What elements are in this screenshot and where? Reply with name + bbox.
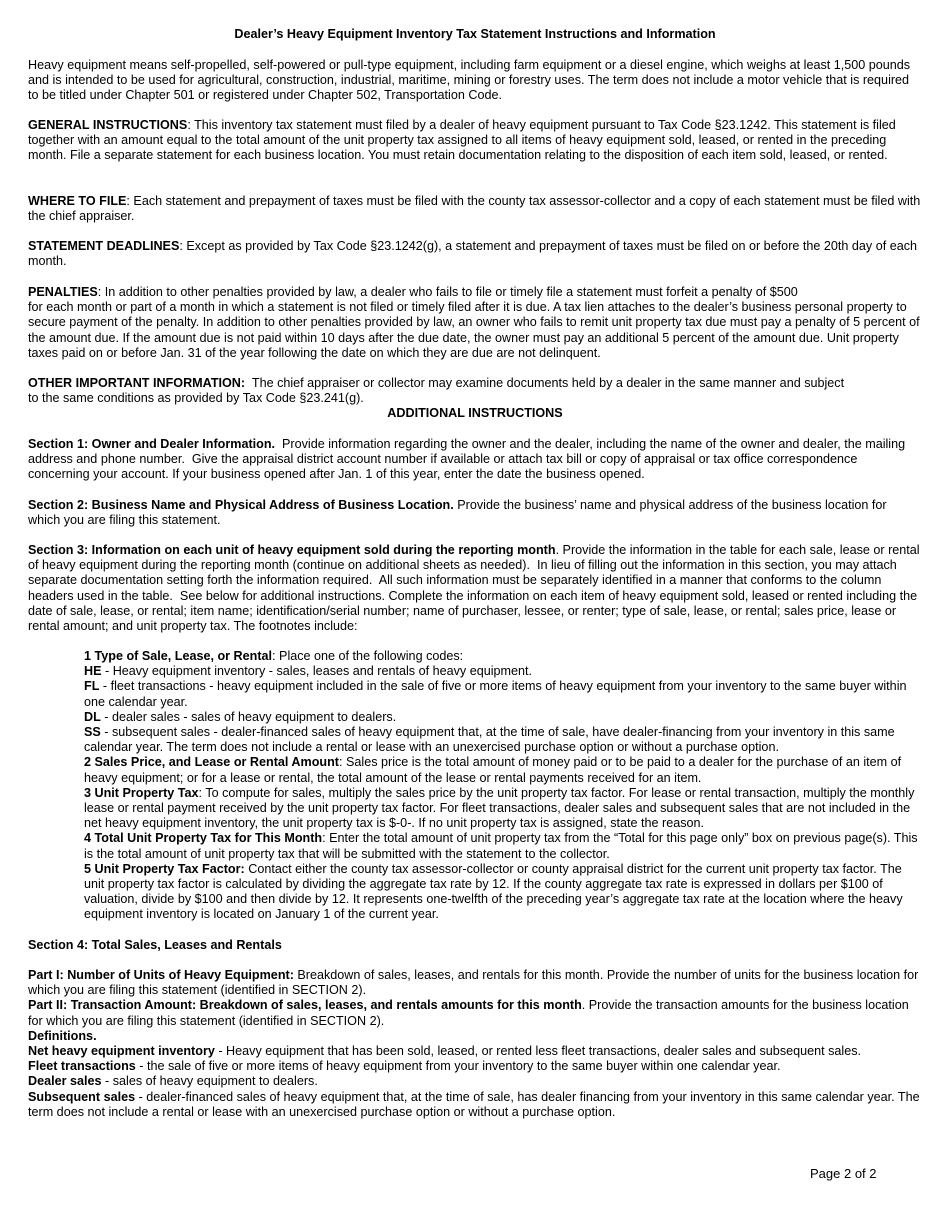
page-title: Dealer’s Heavy Equipment Inventory Tax Statement Instructions and Information — [234, 27, 716, 41]
definition-net-inventory — [28, 1044, 921, 1059]
definition-subsequent-term: Subsequent sales — [28, 1089, 136, 1104]
definition-dealer-term: Dealer sales — [28, 1074, 102, 1089]
section-2-text: Provide the business’ name and physical address of the business location for which you are filing this statement. — [28, 498, 887, 528]
definition-dealer-sales — [28, 1074, 921, 1089]
code-fl-text: - fleet transactions - heavy equipment included in the sale of five or more items of heavy equipment from your inventory to the same buyer within one calendar year. — [84, 679, 907, 709]
footnote-3 — [84, 786, 924, 832]
footnote-4-text: : Enter the total amount of unit property tax from the “Total for this page only” box on previous page(s). This is the total amount of unit property tax that will be submitted with the statement to the collector. — [84, 831, 918, 861]
section-1-text: Provide information regarding the owner and the dealer, including the name of the owner and dealer, the mailing address and phone number. Give the appraisal district account number if available or attach tax bill or copy of appraisal or tax office correspondence concerning your account. If your business opened after Jan. 1 of this year, enter the date the business opened. — [28, 437, 909, 482]
footnote-2-text: : Sales price is the total amount of money paid or to be paid to a dealer for the purchase of an item of heavy equipment; or for a lease or rental, the total amount of the lease or rental payments received for an item. — [84, 755, 902, 785]
code-fl-label: FL — [84, 679, 100, 694]
footnote-4 — [84, 831, 924, 861]
definition-subsequent-sales — [28, 1090, 921, 1120]
general-instructions-heading: GENERAL INSTRUCTIONS — [28, 118, 188, 132]
section-2 — [28, 498, 921, 528]
footnote-4-heading: 4 Total Unit Property Tax for This Month — [84, 831, 323, 846]
definition-net-inventory-text: - Heavy equipment that has been sold, leased, or rented less fleet transactions, dealer sales and subsequent sales. — [214, 1044, 862, 1059]
section-2-heading: Section 2: Business Name and Physical Address of Business Location. — [28, 498, 454, 512]
footnote-3-heading: 3 Unit Property Tax — [84, 785, 199, 800]
code-dl — [84, 710, 924, 725]
part-2-text: . Provide the transaction amounts for the business location for which you are filing this statement (identified in SECTION 2). — [28, 998, 909, 1028]
general-instructions — [28, 118, 921, 164]
part-2-heading: Part II: Transaction Amount: Breakdown of sales, leases, and rentals amounts for this month — [28, 998, 582, 1013]
code-ss-text: - subsequent sales - dealer-financed sales of heavy equipment that, at the time of sale, have dealer-financing from your inventory in this same calendar year. The term does not include a rental or lease with an unexercised purchase option or without a purchase option. — [84, 725, 895, 755]
code-ss-label: SS — [84, 725, 101, 740]
where-to-file-heading: WHERE TO FILE — [28, 194, 127, 208]
penalties — [28, 285, 921, 361]
section-4-heading: Section 4: Total Sales, Leases and Rentals — [28, 938, 282, 952]
other-important-information — [28, 376, 921, 406]
other-info-first-line — [28, 376, 921, 391]
code-ss — [84, 725, 924, 755]
section-4-body — [28, 968, 921, 1120]
other-info-line2: to the same conditions as provided by Tax Code §23.241(g). — [28, 391, 364, 406]
penalties-line1: : In addition to other penalties provided by law, a dealer who fails to file or timely file a statement must forfeit a penalty of $500 — [97, 285, 798, 299]
section-3 — [28, 543, 924, 634]
where-to-file — [28, 194, 921, 224]
other-info-heading: OTHER IMPORTANT INFORMATION: — [28, 376, 246, 390]
footnote-2-heading: 2 Sales Price, and Lease or Rental Amount — [84, 755, 339, 770]
footnotes-list — [84, 649, 924, 923]
footnote-1 — [84, 649, 924, 664]
section-1 — [28, 437, 921, 483]
statement-deadlines-heading: STATEMENT DEADLINES — [28, 239, 180, 253]
code-he — [84, 664, 924, 679]
definitions-heading: Definitions. — [28, 1028, 97, 1043]
footnote-5-text: Contact either the county tax assessor-collector or county appraisal district for the current unit property tax factor. The unit property tax factor is calculated by dividing the aggregate tax rate by 12. If the county aggregate tax rate is expressed in dollars per $100 of valuation, divide by $100 and then divide by 12. It represents one-twelfth of the preceding year’s aggregate tax rate at the location where the heavy equipment inventory is located on January 1 of the current year. — [84, 861, 903, 922]
section-1-heading: Section 1: Owner and Dealer Information. — [28, 437, 276, 451]
statement-deadlines — [28, 239, 921, 269]
other-info-line1: The chief appraiser or collector may examine documents held by a dealer in the same manner and subject — [245, 376, 845, 390]
code-he-text: - Heavy equipment inventory - sales, leases and rentals of heavy equipment. — [101, 664, 533, 679]
additional-instructions-heading: ADDITIONAL INSTRUCTIONS — [387, 406, 563, 420]
where-to-file-text: : Each statement and prepayment of taxes must be filed with the county tax assessor-collector and a copy of each statement must be filed with the chief appraiser. — [28, 194, 921, 224]
definition-fleet-text: - the sale of five or more items of heavy equipment from your inventory to the same buyer within one calendar year. — [135, 1059, 781, 1074]
page-number: Page 2 of 2 — [810, 1166, 877, 1181]
intro-paragraph: Heavy equipment means self-propelled, self-powered or pull-type equipment, including farm equipment or a diesel engine, which weighs at least 1,500 pounds and is intended to be used for agricultural, construction, industrial, maritime, mining or forestry uses. The term does not include a motor vehicle that is required to be titled under Chapter 501 or registered under Chapter 502, Transportation Code. — [28, 58, 911, 103]
part-2 — [28, 998, 921, 1028]
footnote-1-text: : Place one of the following codes: — [272, 649, 464, 663]
statement-deadlines-text: : Except as provided by Tax Code §23.1242(g), a statement and prepayment of taxes must be filed on or before the 20th day of each month. — [28, 239, 918, 269]
part-1-heading: Part I: Number of Units of Heavy Equipment: — [28, 968, 294, 982]
penalties-heading: PENALTIES — [28, 285, 98, 299]
code-fl — [84, 679, 924, 709]
definition-dealer-text: - sales of heavy equipment to dealers. — [101, 1074, 318, 1089]
footnote-5 — [84, 862, 924, 923]
part-1 — [28, 968, 921, 998]
footnote-2 — [84, 755, 924, 785]
section-3-heading: Section 3: Information on each unit of heavy equipment sold during the reporting month — [28, 543, 556, 557]
part-1-text: Breakdown of sales, leases, and rentals for this month. Provide the number of units for the business location for which you are filing this statement (identified in SECTION 2). — [28, 968, 919, 998]
definition-fleet-transactions — [28, 1059, 921, 1074]
penalties-text: for each month or part of a month in which a statement is not filed or timely filed after it is due. A tax lien attaches to the dealer’s business personal property to secure payment of the penalty. In addition to other penalties provided by law, an owner who fails to remit unit property tax due must pay a penalty of 5 percent of the amount due. If the amount due is not paid within 10 days after the due date, the owner must pay an additional 5 percent of the amount due. Unit property taxes paid on or before Jan. 31 of the year following the date on which they are due are not delinquent. — [28, 300, 920, 360]
general-instructions-text: : This inventory tax statement must filed by a dealer of heavy equipment pursuant to Tax Code §23.1242. This statement is filed together with an amount equal to the total amount of the unit property tax assigned to all items of heavy equipment sold, leased, or rented in the preceding month. File a separate statement for each business location. You must retain documentation relating to the disposition of each item sold, leased, or rented. — [28, 118, 896, 163]
definition-net-inventory-term: Net heavy equipment inventory — [28, 1044, 215, 1059]
section-3-text: . Provide the information in the table for each sale, lease or rental of heavy equipment during the reporting month (continue on additional sheets as needed). In lieu of filling out the information in this section, you may attach separate documentation setting forth the information required. All such information must be separately identified in a manner that conforms to the column headers used in the table. See below for additional instructions. Complete the information on each item of heavy equipment sold, leased or rented including the date of sale, lease, or rental; item name; identification/serial number; name of purchaser, lessee, or renter; type of sale, lease, or rental; sales price, lease or rental amount; and unit property tax. The footnotes include: — [28, 543, 924, 634]
penalties-first-line — [28, 285, 921, 300]
code-dl-text: - dealer sales - sales of heavy equipment to dealers. — [100, 709, 397, 724]
footnote-1-heading: 1 Type of Sale, Lease, or Rental — [84, 649, 273, 663]
code-dl-label: DL — [84, 709, 101, 724]
definition-subsequent-text: - dealer-financed sales of heavy equipment that, at the time of sale, has dealer financing from your inventory in this same calendar year. The term does not include a rental or lease with an unexercised purchase option or without a purchase option. — [28, 1089, 920, 1119]
code-he-label: HE — [84, 664, 102, 679]
definition-fleet-term: Fleet transactions — [28, 1059, 136, 1074]
footnote-5-heading: 5 Unit Property Tax Factor: — [84, 861, 245, 876]
footnote-3-text: : To compute for sales, multiply the sales price by the unit property tax factor. For lease or rental transaction, multiply the monthly lease or rental payment received by the unit property tax factor. For fleet transactions, dealer sales and subsequent sales that are not included in the net heavy equipment inventory, the unit property tax is $-0-. If no unit property tax is assigned, state the reason. — [84, 785, 915, 831]
